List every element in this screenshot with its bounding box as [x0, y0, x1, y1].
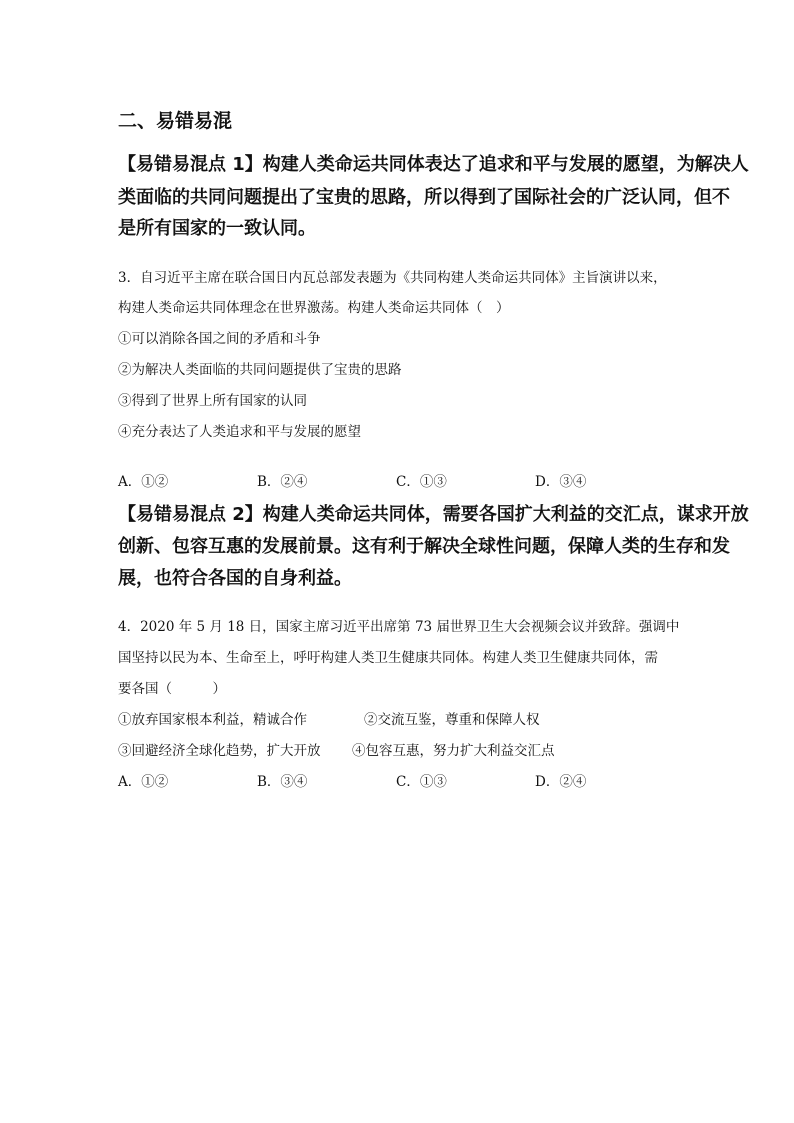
point1-line-2: 类面临的共同问题提出了宝贵的思路，所以得到了国际社会的广泛认同，但不	[118, 187, 730, 208]
point1-line-1: 【易错易混点 1】构建人类命运共同体表达了追求和平与发展的愿望，为解决人	[118, 154, 749, 175]
q4-statement-4: ④包容互惠，努力扩大利益交汇点	[352, 743, 555, 759]
q3-option-b[interactable]: B．②④	[257, 474, 308, 490]
q3-option-a[interactable]: A．①②	[118, 474, 169, 490]
q4-option-c[interactable]: C．①③	[396, 774, 447, 790]
q3-statement-2: ②为解决人类面临的共同问题提供了宝贵的思路	[118, 362, 402, 378]
q4-option-b[interactable]: B．③④	[257, 774, 308, 790]
q3-option-c[interactable]: C．①③	[396, 474, 447, 490]
point2-line-1: 【易错易混点 2】构建人类命运共同体，需要各国扩大利益的交汇点，谋求开放	[118, 504, 749, 525]
q3-option-d[interactable]: D．③④	[535, 474, 587, 490]
q4-statement-1: ①放弃国家根本利益，精诚合作	[118, 712, 307, 728]
q3-stem-line-1: 3．自习近平主席在联合国日内瓦总部发表题为《共同构建人类命运共同体》主旨演讲以来，	[118, 270, 667, 286]
q4-option-d[interactable]: D．②④	[535, 774, 587, 790]
point2-line-2: 创新、包容互惠的发展前景。这有利于解决全球性问题，保障人类的生存和发	[118, 536, 730, 557]
point2-line-3: 展，也符合各国的自身利益。	[118, 568, 352, 589]
q3-statement-3: ③得到了世界上所有国家的认同	[118, 393, 307, 409]
q4-statement-3: ③回避经济全球化趋势，扩大开放	[118, 743, 321, 759]
q4-stem-line-1: 4．2020 年 5 月 18 日，国家主席习近平出席第 73 届世界卫生大会视频会议并致辞。强调中	[118, 619, 680, 635]
q3-statement-4: ④充分表达了人类追求和平与发展的愿望	[118, 424, 361, 440]
q4-option-a[interactable]: A．①②	[118, 774, 169, 790]
point1-line-3: 是所有国家的一致认同。	[118, 218, 316, 239]
q3-statement-1: ①可以消除各国之间的矛盾和斗争	[118, 331, 321, 347]
q3-stem-line-2: 构建人类命运共同体理念在世界激荡。构建人类命运共同体（ ）	[118, 300, 510, 316]
q4-stem-line-3: 要各国（ ）	[118, 681, 226, 697]
q4-stem-line-2: 国坚持以民为本、生命至上，呼吁构建人类卫生健康共同体。构建人类卫生健康共同体，需	[118, 650, 658, 666]
q4-statement-2: ②交流互鉴，尊重和保障人权	[364, 712, 540, 728]
section-title: 二、易错易混	[118, 110, 233, 132]
